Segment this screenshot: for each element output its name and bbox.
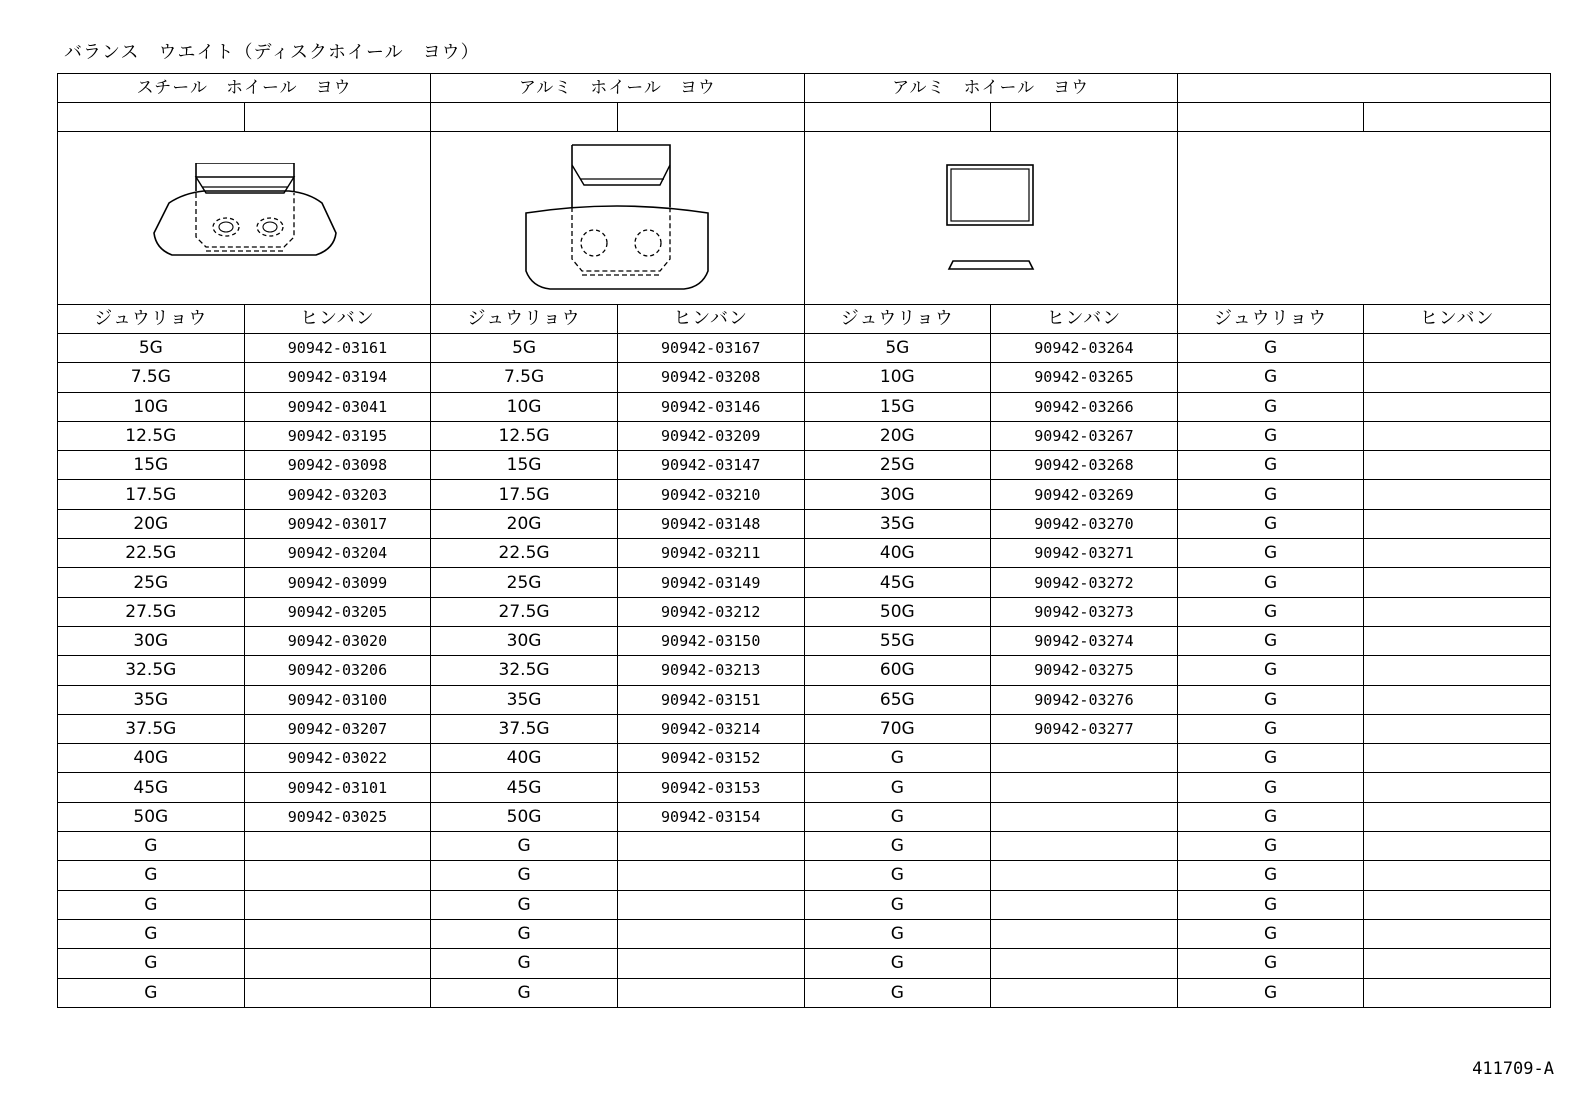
weight-cell: 35G [58,685,245,714]
weight-cell: 20G [58,509,245,538]
part-number-cell: 90942-03022 [244,744,431,773]
weight-cell: 10G [58,392,245,421]
part-number-cell: 90942-03273 [991,597,1178,626]
weight-cell: 25G [431,568,618,597]
part-number-cell: 90942-03195 [244,421,431,450]
weight-cell: G [804,802,991,831]
part-number-cell: 90942-03041 [244,392,431,421]
part-number-cell [1364,861,1551,890]
part-number-cell: 90942-03209 [617,421,804,450]
part-number-cell: 90942-03271 [991,539,1178,568]
weight-cell: G [431,890,618,919]
weight-cell: G [1177,773,1364,802]
part-number-cell: 90942-03167 [617,334,804,363]
part-number-cell: 90942-03276 [991,685,1178,714]
weight-cell: G [804,744,991,773]
weight-cell: G [1177,685,1364,714]
part-number-cell [244,832,431,861]
weight-cell: G [431,832,618,861]
weight-header: ジュウリョウ [1177,305,1364,334]
part-number-cell: 90942-03149 [617,568,804,597]
weight-cell: G [804,861,991,890]
weight-cell: 40G [804,539,991,568]
blank-cell [991,103,1178,132]
part-number-cell: 90942-03214 [617,714,804,743]
part-number-cell: 90942-03212 [617,597,804,626]
part-number-cell [991,802,1178,831]
part-number-cell [1364,744,1551,773]
part-number-cell: 90942-03161 [244,334,431,363]
weight-cell: 40G [58,744,245,773]
weight-cell: G [431,919,618,948]
weight-header: ジュウリョウ [58,305,245,334]
part-number-cell [1364,949,1551,978]
table-row [58,744,1551,773]
part-number-cell: 90942-03017 [244,509,431,538]
table-row [58,832,1551,861]
part-number-cell [617,890,804,919]
part-number-cell: 90942-03205 [244,597,431,626]
part-number-cell: 90942-03101 [244,773,431,802]
part-number-cell: 90942-03275 [991,656,1178,685]
column-header-row [58,305,1551,334]
blank-cell [804,103,991,132]
part-number-cell [991,978,1178,1007]
group-header-empty [1177,74,1550,103]
weight-cell: G [1177,480,1364,509]
blank-cell [58,103,245,132]
part-number-cell: 90942-03264 [991,334,1178,363]
part-number-cell: 90942-03272 [991,568,1178,597]
table-row [58,597,1551,626]
part-number-cell: 90942-03151 [617,685,804,714]
part-number-cell: 90942-03265 [991,363,1178,392]
weight-cell: 55G [804,626,991,655]
weight-cell: 5G [58,334,245,363]
part-number-cell [1364,656,1551,685]
part-number-cell [1364,773,1551,802]
part-number-cell: 90942-03204 [244,539,431,568]
weight-cell: 17.5G [431,480,618,509]
group-header-alloy-clip: アルミ ホイール ヨウ [431,74,804,103]
weight-cell: 50G [58,802,245,831]
table-row [58,919,1551,948]
weight-cell: 10G [431,392,618,421]
blank-cell [1364,103,1551,132]
weight-cell: 37.5G [58,714,245,743]
weight-header: ジュウリョウ [804,305,991,334]
weight-cell: 25G [804,451,991,480]
weight-cell: 45G [58,773,245,802]
part-number-cell [1364,685,1551,714]
blank-cell [431,103,618,132]
group-header-row [58,74,1551,103]
part-number-cell: 90942-03025 [244,802,431,831]
weight-cell: 32.5G [431,656,618,685]
weight-cell: G [1177,363,1364,392]
table-row [58,978,1551,1007]
blank-cell [244,103,431,132]
part-number-cell [1364,626,1551,655]
weight-cell: 15G [431,451,618,480]
part-number-cell [1364,978,1551,1007]
weight-cell: G [804,949,991,978]
weight-cell: G [1177,744,1364,773]
part-number-cell [617,919,804,948]
illustration-row [58,132,1551,305]
weight-cell: G [58,949,245,978]
weight-cell: G [1177,861,1364,890]
weight-cell: 30G [804,480,991,509]
part-number-cell: 90942-03211 [617,539,804,568]
part-number-cell: 90942-03147 [617,451,804,480]
part-number-cell: 90942-03194 [244,363,431,392]
weight-header: ジュウリョウ [431,305,618,334]
weight-cell: G [1177,509,1364,538]
part-number-cell: 90942-03210 [617,480,804,509]
weight-cell: 32.5G [58,656,245,685]
weight-cell: 12.5G [431,421,618,450]
alloy-clip-illustration-cell [431,132,804,305]
weight-cell: 45G [804,568,991,597]
part-number-cell: 90942-03203 [244,480,431,509]
part-number-cell: 90942-03206 [244,656,431,685]
weight-cell: 65G [804,685,991,714]
weight-cell: 20G [431,509,618,538]
table-row [58,802,1551,831]
weight-cell: G [1177,949,1364,978]
part-number-cell: 90942-03267 [991,421,1178,450]
table-row [58,773,1551,802]
weight-cell: G [1177,890,1364,919]
weight-cell: G [58,861,245,890]
part-number-cell [1364,568,1551,597]
weight-cell: G [1177,392,1364,421]
part-number-cell: 90942-03020 [244,626,431,655]
weight-cell: 22.5G [431,539,618,568]
weight-cell: 35G [431,685,618,714]
table-row [58,539,1551,568]
weight-cell: G [1177,539,1364,568]
table-row [58,451,1551,480]
part-number-cell: 90942-03274 [991,626,1178,655]
part-number-cell: 90942-03148 [617,509,804,538]
weight-cell: G [1177,802,1364,831]
weight-cell: G [1177,919,1364,948]
table-row [58,568,1551,597]
part-number-cell [991,861,1178,890]
empty-illustration-cell [1177,132,1550,305]
part-number-cell: 90942-03146 [617,392,804,421]
part-number-cell [1364,421,1551,450]
weight-cell: 45G [431,773,618,802]
adhesive-illustration-cell [804,132,1177,305]
balance-weight-table [57,73,1551,1008]
blank-cell [1177,103,1364,132]
weight-cell: 37.5G [431,714,618,743]
table-row [58,890,1551,919]
part-number-cell [1364,597,1551,626]
part-no-header: ヒンバン [1364,305,1551,334]
part-number-cell: 90942-03099 [244,568,431,597]
weight-cell: G [1177,978,1364,1007]
weight-cell: G [1177,334,1364,363]
part-number-cell [1364,919,1551,948]
weight-cell: 10G [804,363,991,392]
part-number-cell: 90942-03152 [617,744,804,773]
steel-illustration-cell [58,132,431,305]
weight-cell: 7.5G [58,363,245,392]
part-number-cell: 90942-03270 [991,509,1178,538]
part-number-cell [1364,890,1551,919]
weight-cell: 35G [804,509,991,538]
part-number-cell [1364,392,1551,421]
weight-cell: G [804,919,991,948]
weight-cell: G [804,978,991,1007]
weight-cell: G [1177,597,1364,626]
weight-cell: 40G [431,744,618,773]
group-header-alloy-adhesive: アルミ ホイール ヨウ [804,74,1177,103]
part-number-cell: 90942-03213 [617,656,804,685]
group-header-steel: スチール ホイール ヨウ [58,74,431,103]
weight-cell: G [58,890,245,919]
part-number-cell [244,919,431,948]
table-row [58,714,1551,743]
part-number-cell: 90942-03098 [244,451,431,480]
weight-cell: G [1177,451,1364,480]
table-row [58,626,1551,655]
weight-cell: 7.5G [431,363,618,392]
table-row [58,509,1551,538]
part-number-cell [991,832,1178,861]
part-number-cell [244,949,431,978]
part-number-cell [1364,363,1551,392]
part-number-cell: 90942-03207 [244,714,431,743]
weight-cell: 5G [431,334,618,363]
part-number-cell [244,890,431,919]
weight-cell: 30G [431,626,618,655]
part-number-cell [617,949,804,978]
table-row [58,949,1551,978]
weight-cell: 27.5G [431,597,618,626]
part-number-cell [617,861,804,890]
part-number-cell [244,861,431,890]
table-row [58,861,1551,890]
weight-cell: 50G [431,802,618,831]
weight-cell: 25G [58,568,245,597]
weight-cell: G [431,861,618,890]
part-number-cell [1364,714,1551,743]
blank-cell [617,103,804,132]
weight-cell: 30G [58,626,245,655]
weight-cell: 50G [804,597,991,626]
document-id: 411709-A [1472,1059,1554,1079]
part-number-cell: 90942-03268 [991,451,1178,480]
table-row [58,392,1551,421]
table-row [58,480,1551,509]
weight-cell: G [1177,656,1364,685]
weight-cell: 60G [804,656,991,685]
weight-cell: G [58,919,245,948]
weight-cell: G [431,949,618,978]
part-no-header: ヒンバン [617,305,804,334]
weight-cell: G [804,890,991,919]
part-number-cell [991,919,1178,948]
part-number-cell [1364,509,1551,538]
weight-cell: 12.5G [58,421,245,450]
blank-row [58,103,1551,132]
weight-cell: 15G [804,392,991,421]
weight-cell: G [58,978,245,1007]
weight-cell: 20G [804,421,991,450]
part-number-cell [991,890,1178,919]
weight-cell: G [431,978,618,1007]
weight-cell: G [1177,421,1364,450]
part-number-cell [1364,334,1551,363]
weight-cell: 15G [58,451,245,480]
part-number-cell [1364,539,1551,568]
part-number-cell [1364,832,1551,861]
part-number-cell [1364,480,1551,509]
part-number-cell [991,949,1178,978]
weight-cell: 5G [804,334,991,363]
part-number-cell: 90942-03269 [991,480,1178,509]
part-number-cell [1364,802,1551,831]
weight-cell: G [1177,832,1364,861]
weight-cell: G [58,832,245,861]
part-number-cell [991,773,1178,802]
part-number-cell: 90942-03208 [617,363,804,392]
page-title: バランス ウエイト（ディスクホイール ヨウ） [64,42,480,63]
weight-cell: G [1177,568,1364,597]
table-row [58,685,1551,714]
table-row [58,421,1551,450]
table-row [58,334,1551,363]
part-number-cell: 90942-03277 [991,714,1178,743]
table-row [58,363,1551,392]
weight-cell: 70G [804,714,991,743]
weight-cell: G [804,773,991,802]
part-number-cell: 90942-03153 [617,773,804,802]
adhesive-weight-icon [941,161,1041,276]
weight-cell: G [1177,626,1364,655]
part-no-header: ヒンバン [244,305,431,334]
alloy-clip-weight-icon [522,143,712,293]
part-number-cell [244,978,431,1007]
part-number-cell: 90942-03150 [617,626,804,655]
part-number-cell [991,744,1178,773]
table-row [58,656,1551,685]
weight-cell: G [1177,714,1364,743]
part-number-cell: 90942-03266 [991,392,1178,421]
part-number-cell [617,832,804,861]
part-number-cell: 90942-03154 [617,802,804,831]
weight-cell: G [804,832,991,861]
weight-cell: 27.5G [58,597,245,626]
part-number-cell: 90942-03100 [244,685,431,714]
steel-clip-weight-icon [144,163,344,273]
part-no-header: ヒンバン [991,305,1178,334]
part-number-cell [1364,451,1551,480]
part-number-cell [617,978,804,1007]
weight-cell: 22.5G [58,539,245,568]
weight-cell: 17.5G [58,480,245,509]
